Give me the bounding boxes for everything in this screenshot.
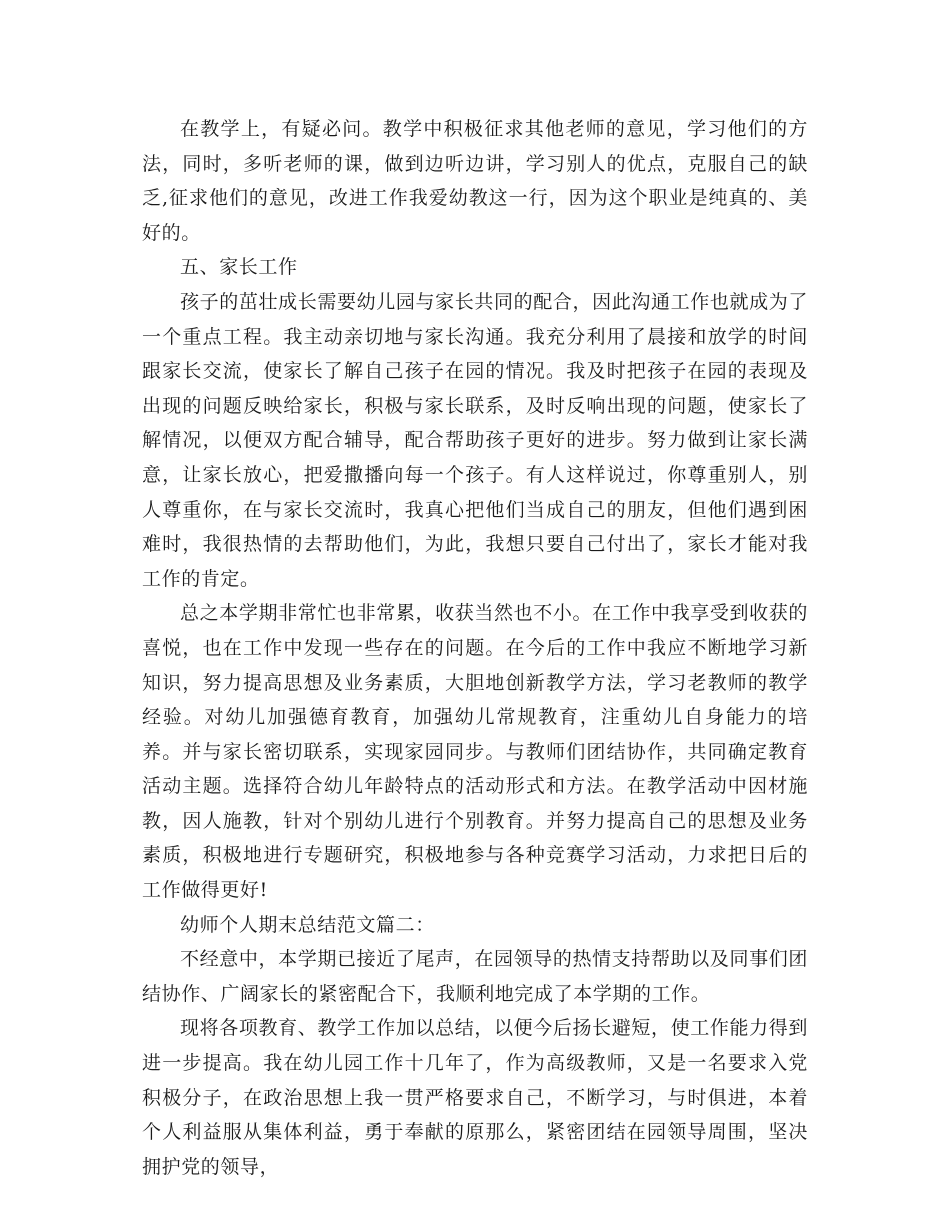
section-heading-parent-work: 五、家长工作: [180, 256, 298, 279]
paragraph-teaching: 在教学上，有疑必问。教学中积极征求其他老师的意见，学习他们的方法，同时，多听老师的课，做到边听边讲，学习别人的优点，克服自己的缺乏,征求他们的意见，改进工作我爱幼教这一行，因为这个职业是纯真的、美好的。: [142, 118, 808, 244]
paragraph-work-summary: 现将各项教育、教学工作加以总结，以便今后扬长避短，使工作能力得到进一步提高。我在幼儿园工作十几年了，作为高级教师，又是一名要求入党积极分子，在政治思想上我一贯严格要求自己，不断学习，与时俱进，本着个人利益服从集体利益，勇于奉献的原那么，紧密团结在园领导周围，坚决拥护党的领导，: [142, 1017, 808, 1178]
paragraph-semester-end: 不经意中，本学期已接近了尾声，在园领导的热情支持帮助以及同事们团结协作、广阔家长的紧密配合下，我顺利地完成了本学期的工作。: [142, 948, 808, 1005]
document-body: [142, 112, 808, 1184]
paragraph-parent-communication: 孩子的茁壮成长需要幼儿园与家长共同的配合，因此沟通工作也就成为了一个重点工程。我主动亲切地与家长沟通。我充分利用了晨接和放学的时间跟家长交流，使家长了解自己孩子在园的情况。我及时把孩子在园的表现及出现的问题反映给家长，积极与家长联系，及时反响出现的问题，使家长了解情况，以便双方配合辅导，配合帮助孩子更好的进步。努力做到让家长满意，让家长放心，把爱撒播向每一个孩子。有人这样说过，你尊重别人，别人尊重你，在与家长交流时，我真心把他们当成自己的朋友，但他们遇到困难时，我很热情的去帮助他们，为此，我想只要自己付出了，家长才能对我工作的肯定。: [142, 290, 808, 590]
section-heading-sample-two: 幼师个人期末总结范文篇二：: [180, 913, 435, 936]
paragraph-summary: 总之本学期非常忙也非常累，收获当然也不小。在工作中我享受到收获的喜悦，也在工作中发现一些存在的问题。在今后的工作中我应不断地学习新知识，努力提高思想及业务素质，大胆地创新教学方法，学习老教师的教学经验。对幼儿加强德育教育，加强幼儿常规教育，注重幼儿自身能力的培养。并与家长密切联系，实现家园同步。与教师们团结协作，共同确定教育活动主题。选择符合幼儿年龄特点的活动形式和方法。在教学活动中因材施教，因人施教，针对个别幼儿进行个别教育。并努力提高自己的思想及业务素质，积极地进行专题研究，积极地参与各种竞赛学习活动，力求把日后的工作做得更好!: [142, 602, 808, 902]
